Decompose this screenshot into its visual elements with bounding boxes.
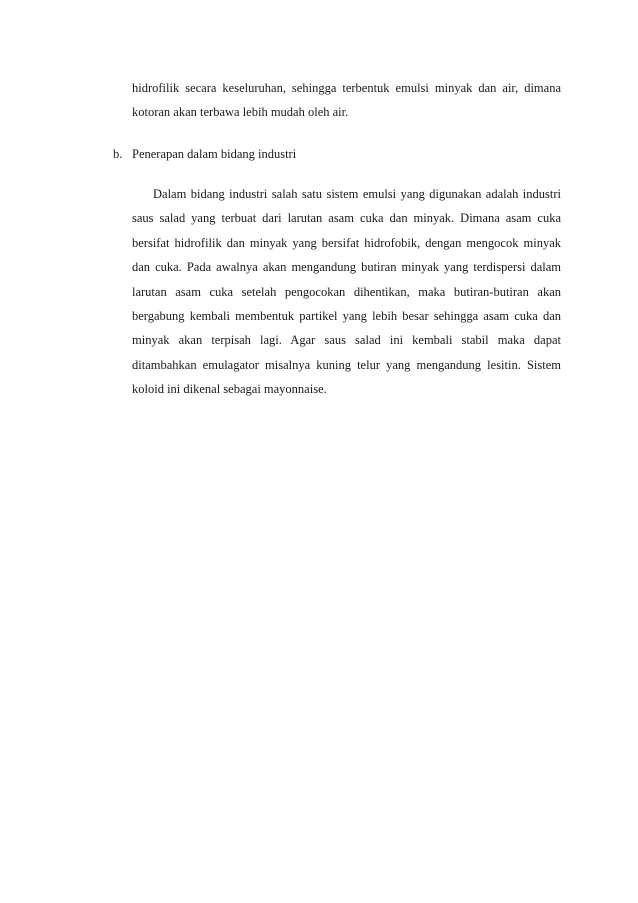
continuation-line-1: hidrofilik secara keseluruhan, sehingga terbentuk emulsi minyak dan air, dimana	[132, 81, 561, 95]
paragraph-line-5: larutan asam cuka setelah pengocokan dihentikan, maka butiran-butiran akan	[132, 285, 561, 299]
paragraph-line-7: minyak akan terpisah lagi. Agar saus salad ini kembali stabil maka dapat	[132, 333, 561, 347]
paragraph-line-3: bersifat hidrofilik dan minyak yang bersifat hidrofobik, dengan mengocok minyak	[132, 236, 561, 250]
section-title: Penerapan dalam bidang industri	[132, 147, 297, 161]
paragraph-line-9: koloid ini dikenal sebagai mayonnaise.	[132, 382, 327, 396]
list-marker: b.	[113, 147, 123, 161]
paragraph-line-8: ditambahkan emulagator misalnya kuning telur yang mengandung lesitin. Sistem	[132, 358, 561, 372]
paragraph-line-2: saus salad yang terbuat dari larutan asam cuka dan minyak. Dimana asam cuka	[132, 211, 561, 225]
section-heading	[113, 146, 573, 162]
paragraph-line-4: dan cuka. Pada awalnya akan mengandung butiran minyak yang terdispersi dalam	[132, 260, 561, 274]
continuation-line-2: kotoran akan terbawa lebih mudah oleh air.	[132, 105, 349, 119]
paragraph-line-6: bergabung kembali membentuk partikel yang lebih besar sehingga asam cuka dan	[132, 309, 561, 323]
paragraph-line-1: Dalam bidang industri salah satu sistem emulsi yang digunakan adalah industri	[153, 187, 561, 201]
